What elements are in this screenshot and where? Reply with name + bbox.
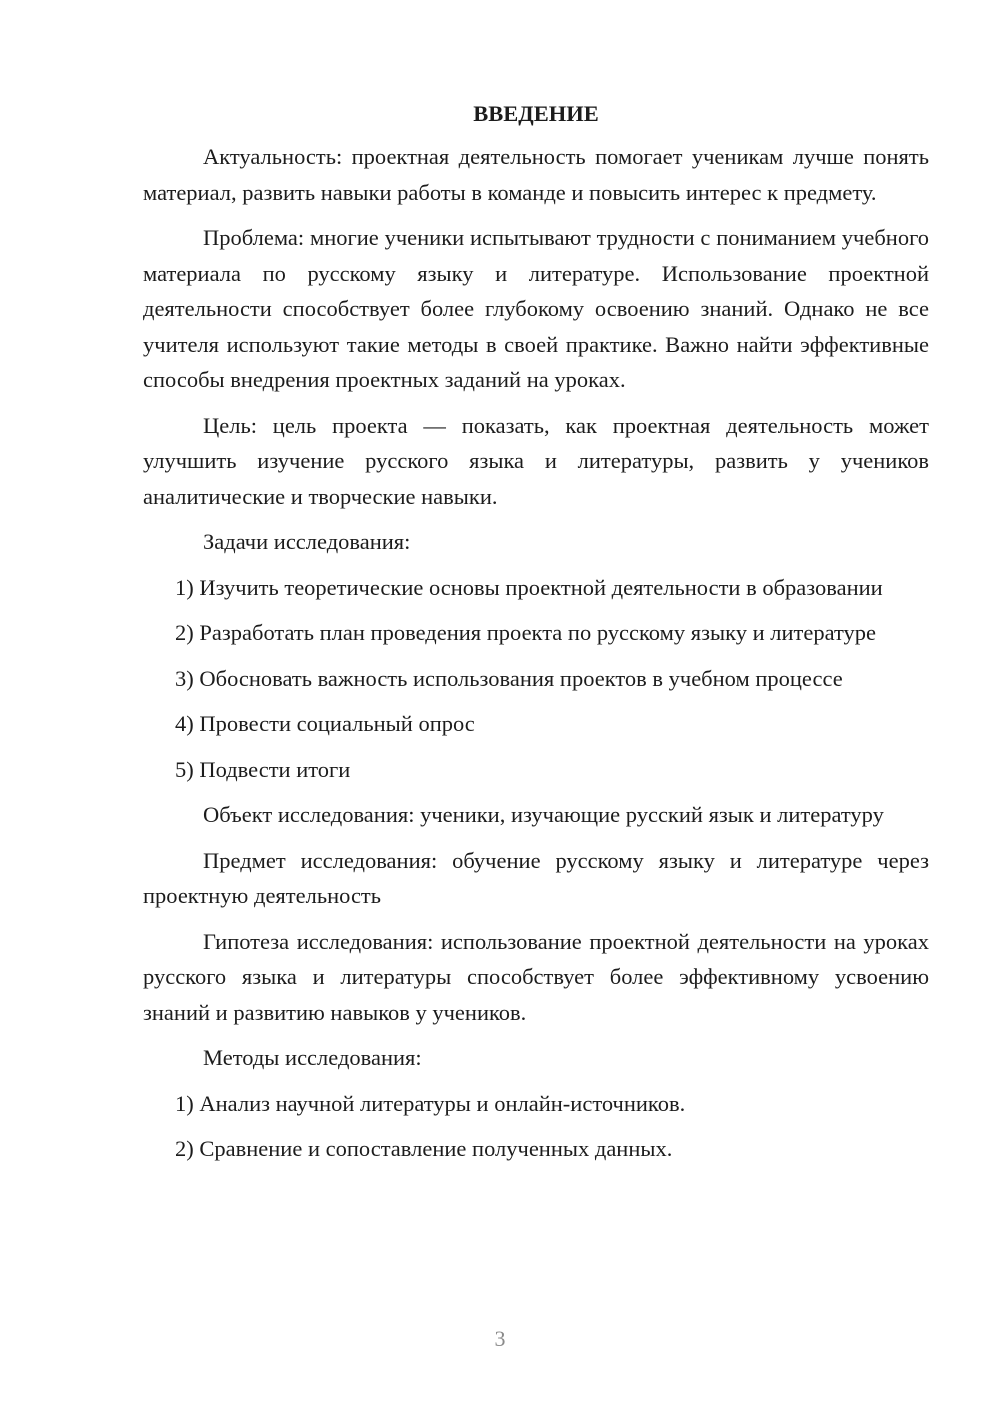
page-number: 3 (494, 1326, 506, 1351)
paragraph-goal: Цель: цель проекта — показать, как проектная деятельность может улучшить изучение русского языка и литературы, развить у учеников аналитические и творческие навыки. (143, 412, 929, 509)
task-item-4: 4) Провести социальный опрос (175, 711, 475, 736)
task-item-3: 3) Обосновать важность использования проектов в учебном процессе (175, 665, 843, 691)
paragraph-relevance: Актуальность: проектная деятельность помогает ученикам лучше понять материал, развить навыки работы в команде и повысить интерес к предмету. (143, 144, 929, 205)
task-item-1: 1) Изучить теоретические основы проектной деятельности в образовании (175, 574, 883, 600)
paragraph-problem: Проблема: многие ученики испытывают трудности с пониманием учебного материала по русскому языку и литературе. Использование проектной деятельности способствует более глубокому освоению знаний. Однако не все учителя используют такие методы в своей практике. Важно найти эффективные способы внедрения проектных заданий на уроках. (143, 225, 929, 392)
methods-heading: Методы исследования: (203, 1045, 422, 1070)
task-item-5: 5) Подвести итоги (175, 756, 351, 782)
page-title: ВВЕДЕНИЕ (473, 101, 599, 126)
method-item-2: 2) Сравнение и сопоставление полученных данных. (175, 1136, 673, 1161)
paragraph-subject: Предмет исследования: обучение русскому языку и литературе через проектную деятельность (143, 847, 929, 908)
tasks-heading: Задачи исследования: (203, 529, 411, 554)
task-item-2: 2) Разработать план проведения проекта по русскому языку и литературе (175, 620, 877, 645)
paragraph-hypothesis: Гипотеза исследования: использование проектной деятельности на уроках русского языка и литературы способствует более эффективному усвоению знаний и развитию навыков у учеников. (143, 928, 929, 1025)
page-content (143, 96, 929, 1177)
method-item-1: 1) Анализ научной литературы и онлайн-источников. (175, 1090, 686, 1116)
paragraph-object: Объект исследования: ученики, изучающие русский язык и литературу (203, 802, 884, 827)
